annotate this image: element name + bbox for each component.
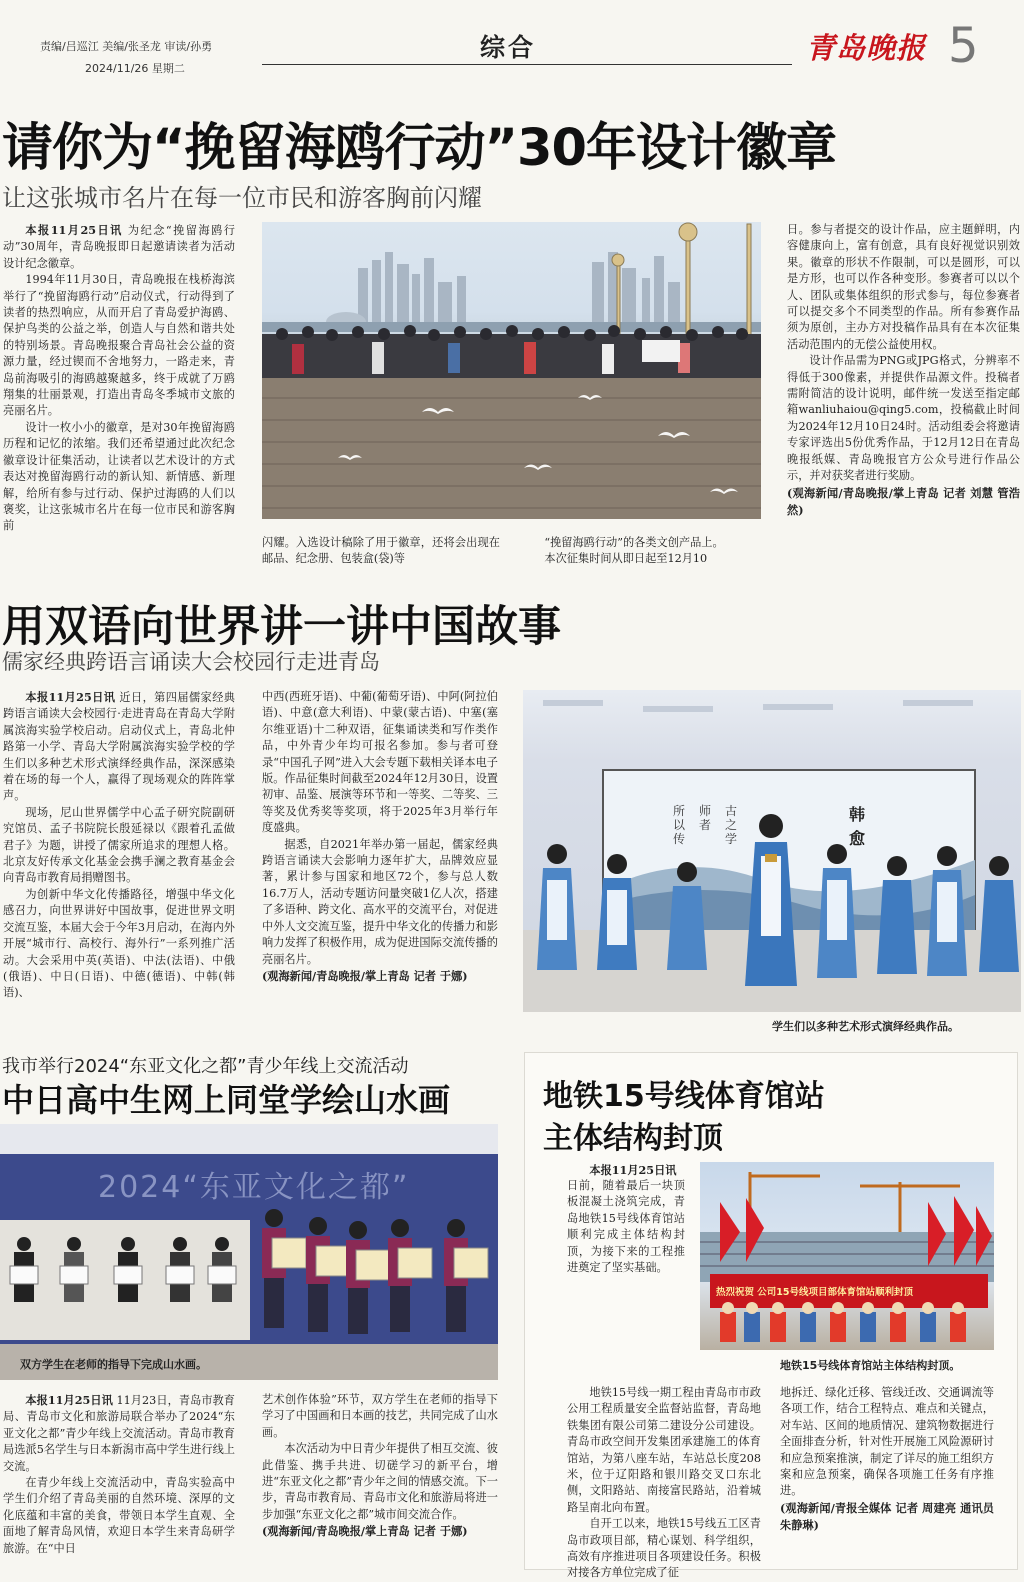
- article1-column2: [262, 535, 500, 571]
- article2-subhead: 儒家经典跨语言诵读大会校园行走进青岛: [2, 650, 380, 674]
- article4-dateline: 本报11月25日讯: [589, 1163, 677, 1177]
- header-rule: [262, 64, 792, 65]
- article1-para1: 为纪念“挽留海鸥行动”30周年，青岛晚报即日起邀请读者为活动设计纪念徽章。: [3, 224, 235, 270]
- article2-photo-caption: 学生们以多种艺术形式演绎经典作品。: [772, 1020, 959, 1033]
- screen-verse-1: 古之学: [725, 804, 738, 846]
- article3-para1: 11月23日，青岛市教育局、青岛市文化和旅游局联合举办了2024“东亚文化之都”青少年线上交流活动。青岛市教育局选派5名学生与日本新潟市高中学生进行线上交流。: [3, 1394, 235, 1473]
- recitation-photo-art: [523, 690, 1021, 1012]
- article2-column2: [262, 689, 498, 1031]
- screen-banner-text: 2024“东亚文化之都”: [98, 1170, 410, 1205]
- screen-verse-2: 师者: [699, 804, 712, 832]
- article1-column1: [3, 222, 235, 570]
- article4-column1-lower: [567, 1385, 761, 1580]
- article4-headline-2: 主体结构封顶: [543, 1121, 723, 1156]
- article1-col4-para1: 日。参与者提交的设计作品，应主题鲜明，内容健康向上，富有创意，具有良好视觉识别效果。徽章的形状不作限制，可以是圆形，可以是方形，也可以作各种变形。参赛者可以以个人、团队或集体组织的形式参与，每位参赛者可以提交多个不同类型的作品。所有参赛作品须为原创，主办方对投稿作品具有在本次征集活动范围内的无偿公益使用权。: [787, 223, 1020, 351]
- page-number: 5: [948, 18, 979, 74]
- article1-col3-para2: 本次征集时间从即日起至12月10: [544, 552, 708, 566]
- article4-para1: 日前，随着最后一块顶板混凝土浇筑完成，青岛地铁15号线体育馆站顺利完成主体结构封顶，为接下来的工程推进奠定了坚实基础。: [567, 1179, 685, 1275]
- recitation-stage-photo: [523, 690, 1021, 1012]
- article1-col4-para2: 设计作品需为PNG或JPG格式，分辨率不得低于300像素，并提供作品源文件。投稿者需附简洁的设计说明，邮件统一发送至指定邮箱wanliuhaiou@qing5.com，投稿截止时间为2024年12月10日24时。活动组委会将邀请专家评选出5份优秀作品，于12月12日在青岛晚报纸媒、青岛晚报官方公众号进行作品公示，并对获奖者进行奖励。: [787, 354, 1020, 483]
- article4-photo-caption: 地铁15号线体育馆站主体结构封顶。: [780, 1359, 961, 1372]
- article3-col2-para1: 艺术创作体验”环节，双方学生在老师的指导下学习了中国画和日本画的技艺，共同完成了山水画。: [262, 1393, 498, 1439]
- screen-name-2: 愈: [849, 829, 866, 848]
- article1-col3-para1: “挽留海鸥行动”的各类文创产品上。: [544, 536, 724, 549]
- article1-column4: [787, 222, 1020, 570]
- article1-headline: 请你为“挽留海鸥行动”30年设计徽章: [2, 119, 837, 178]
- painting-class-photo: [0, 1124, 498, 1380]
- article4-credit: (观海新闻/青报全媒体 记者 周建亮 通讯员 朱静琳): [780, 1500, 994, 1533]
- article2-para1: 近日，第四届儒家经典跨语言诵读大会校园行·走进青岛在青岛大学附属滨海实验学校启动。启动仪式上，青岛北仲路第一小学、青岛大学附属滨海实验学校的学生们以多种艺术形式演绎经典作品，深深感染着在场的每一个人，赢得了现场观众的阵阵掌声。: [3, 691, 235, 803]
- article3-col2-para2: 本次活动为中日青少年提供了相互交流、彼此借鉴、携手共进、切磋学习的新平台，增进“东亚文化之都”青少年之间的情感交流。下一步，青岛市教育局、青岛市文化和旅游局将进一步加强“东亚文化之都”城市间交流合作。: [262, 1442, 498, 1521]
- article1-column3: [522, 535, 762, 571]
- article3-column2: [262, 1392, 498, 1570]
- seagull-crowd-photo: [262, 222, 761, 519]
- article3-dateline: 本报11月25日讯: [25, 1393, 113, 1407]
- article2-credit: (观海新闻/青岛晚报/掌上青岛 记者 于娜): [262, 968, 468, 983]
- article2-para3: 为创新中华文化传播路径，增强中华文化感召力，向世界讲好中国故事，促进世界文明交流互鉴，本届大会于今年3月启动，在海内外开展“城市行、高校行、海外行”一系列推广活动。大会采用中英(英语)、中法(法语)、中俄(俄语)、中日(日语)、中德(德语)、中韩(韩语)、: [3, 887, 235, 1000]
- article1-col2-text: 闪耀。入选设计稿除了用于徽章，还将会出现在邮品、纪念册、包装盒(袋)等: [262, 536, 500, 566]
- article3-credit: (观海新闻/青岛晚报/掌上青岛 记者 于娜): [262, 1524, 468, 1539]
- article3-headline: 中日高中生网上同堂学绘山水画: [2, 1081, 451, 1119]
- page-header: [0, 0, 1024, 75]
- subway-photo-art: [700, 1162, 994, 1350]
- article2-column1: [3, 689, 235, 1031]
- article1-para2: 1994年11月30日，青岛晚报在栈桥海滨举行了“挽留海鸥行动”启动仪式，行动得到了读者的热烈响应，从而开启了青岛爱护海鸥、保护鸟类的公益之举，创造人与自然和谐共处的特别场景。青岛晚报聚合青岛社会公益的资源力量，经过锲而不舍地努力，一路走来，青岛前海吸引的海鸥越聚越多，终于成就了万鸥翔集的壮丽景观，打造出青岛冬季城市文旅的亮丽名片。: [3, 273, 235, 418]
- article3-kicker: 我市举行2024“东亚文化之都”青少年线上交流活动: [2, 1056, 409, 1077]
- article4-col2-text: 地拆迁、绿化迁移、管线迁改、交通调流等各项工作，结合工程特点、难点和关键点，对车站、区间的地质情况、建筑物数据进行全面排查分析，针对性开展施工风险源研讨和应急预案推演，制定了详尽的施工组织方案和应急预案，确保各项施工任务有序推进。: [780, 1386, 994, 1498]
- article4-para3: 自开工以来，地铁15号线五工区青岛市政项目部，精心谋划、科学组织，高效有序推进项目各项建设任务。积极对接各方单位完成了征: [567, 1517, 761, 1580]
- article2-col2-para1: 中西(西班牙语)、中葡(葡萄牙语)、中阿(阿拉伯语)、中意(意大利语)、中蒙(蒙古语)、中塞(塞尔维亚语)十二种双语，征集诵读类和写作类作品，中外青少年均可报名参加。参与者可登录“中国孔子网”进入大会专题下载相关译本电子版。作品征集时间截至2024年12月30日，设置初审、品鉴、展演等环节和一等奖、二等奖、三等奖及优秀奖等奖项，将于2025年3月举行年度盛典。: [262, 690, 498, 835]
- article1-para3: 设计一枚小小的徽章，是对30年挽留海鸥历程和记忆的浓缩。我们还希望通过此次纪念徽章设计征集活动，让读者以艺术设计的方式表达对挽留海鸥行动的新认知、新情感、新理解，给所有参与过行动、保护过海鸥的人们以褒奖，让这张城市名片在每一位市民和游客胸前: [3, 420, 235, 533]
- article2-col2-para2: 据悉，自2021年举办第一届起，儒家经典跨语言诵读大会影响力逐年扩大，品牌效应显著，累计参与国家和地区72个，参与总人数16.7万人，活动专题访问量突破1亿人次，搭建了多语种、跨文化、高水平的交流平台，对促进中外人文交流互鉴，提升中华文化的传播力和影响力发挥了积极作用，成为促进国际交流传播的亮丽名片。: [262, 837, 498, 966]
- article4-headline-1: 地铁15号线体育馆站: [543, 1079, 825, 1114]
- article1-subhead: 让这张城市名片在每一位市民和游客胸前闪耀: [2, 184, 482, 212]
- seagull-photo-art: [262, 222, 761, 519]
- article2-headline: 用双语向世界讲一讲中国故事: [2, 602, 561, 652]
- article4-para2: 地铁15号线一期工程由青岛市市政公用工程质量安全监督站监督，青岛地铁集团有限公司第二建设分公司建设。青岛市政空间开发集团承建施工的体育馆站，为第八座车站，车站总长度208米，位于辽阳路和银川路交叉口东北侧，文阳路站、南接富民路站，沿着城路呈南北向布置。: [567, 1386, 761, 1514]
- article1-credit: (观海新闻/青岛晚报/掌上青岛 记者 刘慧 管浩然): [787, 485, 1020, 517]
- section-name: 综合: [480, 33, 537, 62]
- article2-dateline: 本报11月25日讯: [25, 690, 116, 704]
- article4-column2: [780, 1385, 994, 1567]
- article4-column1: [567, 1178, 685, 1386]
- article3-para2: 在青少年线上交流活动中，青岛实验高中学生们介绍了青岛美丽的自然环境、深厚的文化底蕴和丰富的美食，带领日本学生直观、全面地了解青岛风情，欢迎日本学生来青岛研学旅游。在“中日: [3, 1476, 235, 1555]
- article3-photo-caption: 双方学生在老师的指导下完成山水画。: [20, 1358, 207, 1371]
- editors-line: 责编/吕巡江 美编/张圣龙 审读/孙勇: [40, 40, 213, 53]
- subway-site-photo: [700, 1162, 994, 1350]
- masthead-logo: 青岛晚报: [806, 31, 927, 65]
- subway-banner-text: 热烈祝贺 公司15号线项目部体育馆站顺利封顶: [716, 1287, 914, 1298]
- screen-verse-3: 所以传: [673, 804, 686, 846]
- screen-name-1: 韩: [849, 805, 866, 824]
- issue-date: 2024/11/26 星期二: [85, 62, 185, 75]
- article3-column1: [3, 1392, 235, 1570]
- article1-dateline: 本报11月25日讯: [25, 223, 123, 237]
- article2-para2: 现场，尼山世界儒学中心孟子研究院副研究馆员、孟子书院院长殷延禄以《跟着孔孟做君子》为题，讲授了儒家所追求的理想人格。北京友好传承文化基金会携手澜之教育基金会向青岛市教育局捐赠图书。: [3, 805, 235, 885]
